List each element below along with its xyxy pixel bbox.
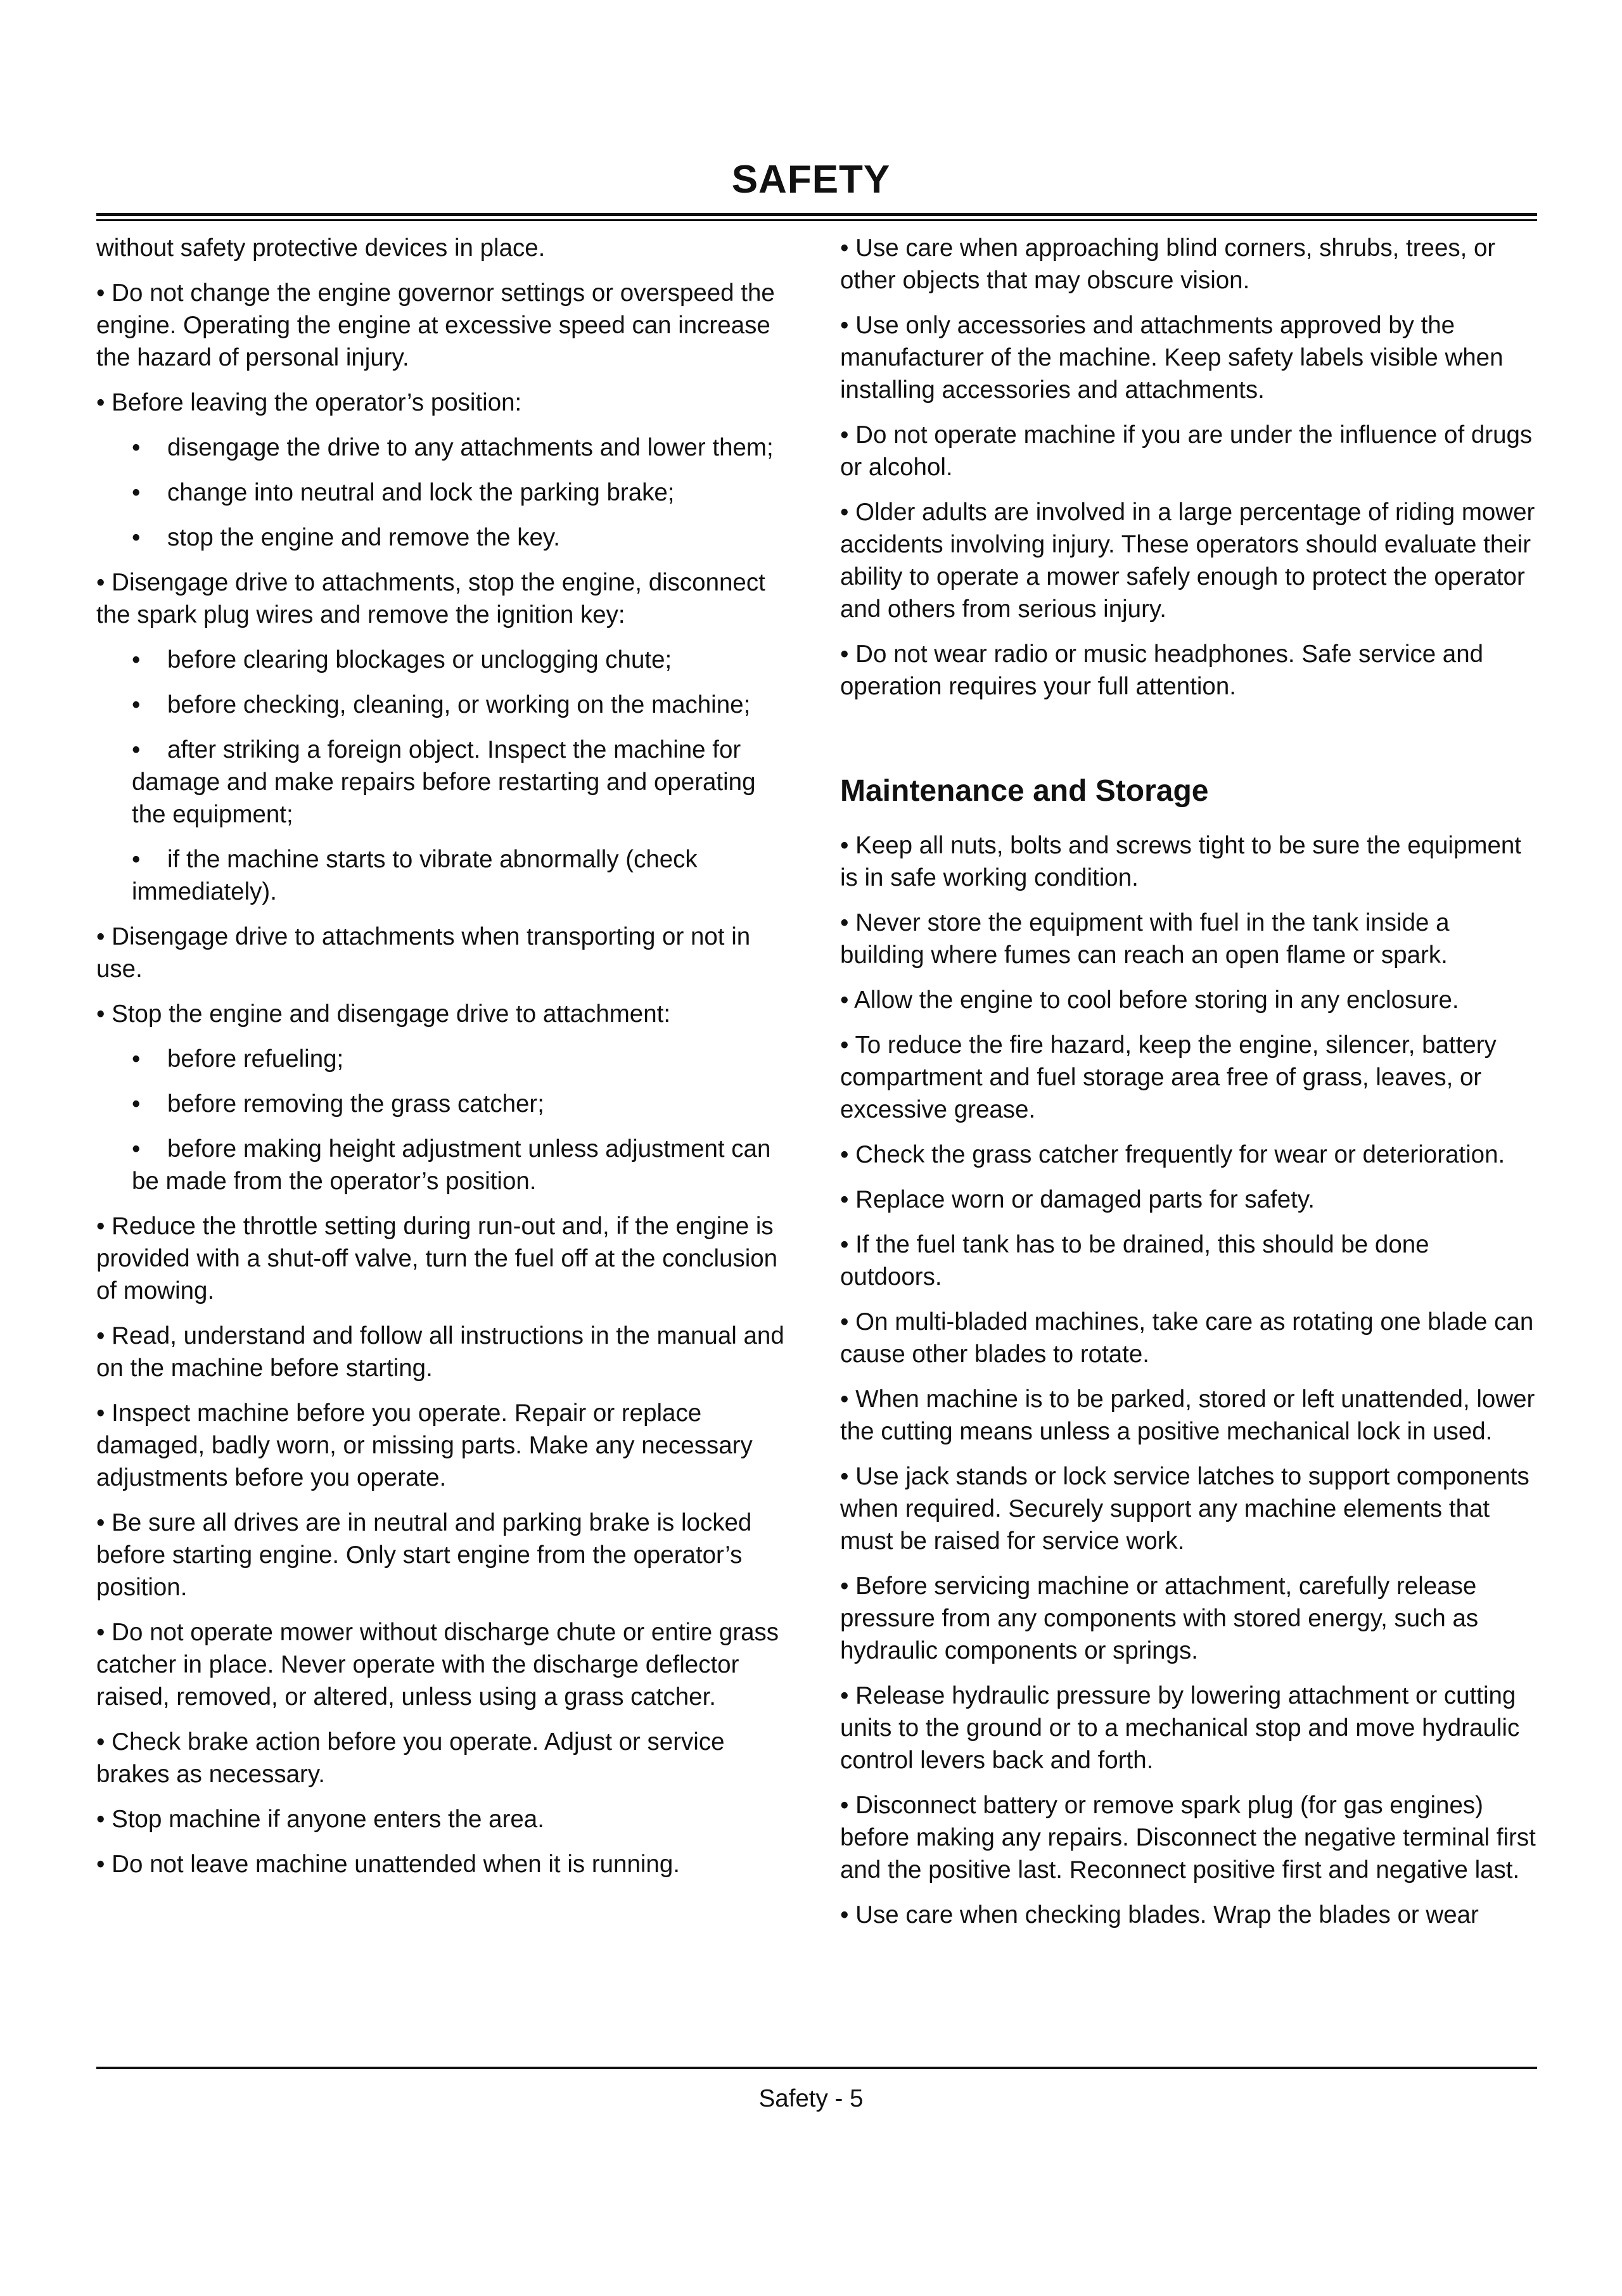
sub-bullet-item bbox=[96, 644, 793, 676]
bullet-icon: • bbox=[132, 1135, 141, 1163]
footer-rule bbox=[96, 2067, 1537, 2069]
sub-bullet-text: if the machine starts to vibrate abnormally (check immediately). bbox=[132, 846, 698, 905]
sub-bullet-text: after striking a foreign object. Inspect the machine for damage and make repairs before restarting and operating the equipment; bbox=[132, 736, 756, 828]
sub-bullet-text: stop the engine and remove the key. bbox=[167, 524, 560, 551]
bullet-icon: • bbox=[132, 1090, 141, 1118]
bullet-paragraph: • Use care when checking blades. Wrap the blades or wear bbox=[840, 1901, 1479, 1929]
bullet-paragraph: • Stop the engine and disengage drive to attachment: bbox=[96, 1000, 671, 1028]
bullet-icon: • bbox=[132, 524, 141, 551]
bullet-paragraph: • Read, understand and follow all instructions in the manual and on the machine before starting. bbox=[96, 1322, 784, 1382]
bullet-paragraph: • Do not wear radio or music headphones. Safe service and operation requires your full attention. bbox=[840, 641, 1484, 700]
bullet-paragraph: • Use jack stands or lock service latches to support components when required. Securely support any machine elements that must be raised for service work. bbox=[840, 1463, 1529, 1555]
bullet-paragraph: • Inspect machine before you operate. Repair or replace damaged, badly worn, or missing parts. Make any necessary adjustments before you operate. bbox=[96, 1400, 753, 1491]
page-number: Safety - 5 bbox=[758, 2085, 864, 2112]
bullet-icon: • bbox=[132, 1045, 141, 1073]
bullet-icon: • bbox=[132, 434, 141, 461]
sub-bullet-text: before making height adjustment unless adjustment can be made from the operator’s position. bbox=[132, 1135, 771, 1195]
bullet-paragraph: • Never store the equipment with fuel in the tank inside a building where fumes can reach an open flame or spark. bbox=[840, 909, 1450, 969]
bullet-paragraph: • Older adults are involved in a large percentage of riding mower accidents involving injury. These operators should evaluate their ability to operate a mower safely enough to protect the operator and others from serious injury. bbox=[840, 499, 1535, 623]
bullet-paragraph: • Disengage drive to attachments, stop the engine, disconnect the spark plug wires and remove the ignition key: bbox=[96, 569, 765, 628]
bullet-paragraph: • Do not operate mower without discharge chute or entire grass catcher in place. Never operate with the discharge deflector raised, removed, or altered, unless using a grass catcher. bbox=[96, 1619, 779, 1711]
header-rule-thin bbox=[96, 219, 1537, 221]
bullet-paragraph: • Use only accessories and attachments approved by the manufacturer of the machine. Keep safety labels visible when installing accessories and attachments. bbox=[840, 312, 1504, 404]
bullet-paragraph: • Reduce the throttle setting during run-out and, if the engine is provided with a shut-off valve, turn the fuel off at the conclusion of mowing. bbox=[96, 1213, 778, 1304]
bullet-icon: • bbox=[132, 736, 141, 763]
sub-bullet-item bbox=[96, 689, 793, 721]
bullet-paragraph: • Before servicing machine or attachment, carefully release pressure from any components with stored energy, such as hydraulic components or springs. bbox=[840, 1572, 1479, 1664]
page-title: SAFETY bbox=[731, 158, 891, 201]
sub-bullet-item bbox=[96, 1043, 793, 1075]
header-rule-thick bbox=[96, 213, 1537, 216]
sub-bullet-item bbox=[96, 521, 793, 554]
bullet-paragraph: • Check the grass catcher frequently for wear or deterioration. bbox=[840, 1141, 1505, 1168]
bullet-paragraph: • Do not leave machine unattended when it is running. bbox=[96, 1851, 680, 1878]
bullet-paragraph: • When machine is to be parked, stored or left unattended, lower the cutting means unless a positive mechanical lock in used. bbox=[840, 1386, 1535, 1445]
bullet-paragraph: • Disengage drive to attachments when transporting or not in use. bbox=[96, 923, 751, 983]
sub-bullet-text: before clearing blockages or unclogging chute; bbox=[167, 646, 672, 673]
bullet-paragraph: • Keep all nuts, bolts and screws tight to be sure the equipment is in safe working condition. bbox=[840, 832, 1521, 891]
bullet-paragraph: • Do not operate machine if you are under the influence of drugs or alcohol. bbox=[840, 421, 1533, 481]
bullet-paragraph: • On multi-bladed machines, take care as rotating one blade can cause other blades to rotate. bbox=[840, 1308, 1534, 1368]
bullet-paragraph: • Allow the engine to cool before storing in any enclosure. bbox=[840, 986, 1459, 1014]
bullet-icon: • bbox=[132, 846, 141, 873]
sub-bullet-item bbox=[96, 843, 793, 908]
sub-bullet-text: before checking, cleaning, or working on the machine; bbox=[167, 691, 751, 718]
sub-bullet-item bbox=[96, 1088, 793, 1120]
right-column bbox=[840, 232, 1537, 1944]
bullet-icon: • bbox=[132, 479, 141, 506]
bullet-paragraph: • Disconnect battery or remove spark plug (for gas engines) before making any repairs. Disconnect the negative terminal first and the positive last. Reconnect positive first and negative last. bbox=[840, 1792, 1536, 1884]
bullet-paragraph: • If the fuel tank has to be drained, this should be done outdoors. bbox=[840, 1231, 1429, 1291]
sub-bullet-item bbox=[96, 734, 793, 831]
bullet-paragraph: • Check brake action before you operate. Adjust or service brakes as necessary. bbox=[96, 1728, 725, 1788]
sub-bullet-text: before refueling; bbox=[167, 1045, 344, 1073]
sub-bullet-item bbox=[96, 476, 793, 509]
bullet-paragraph: • Stop machine if anyone enters the area. bbox=[96, 1806, 544, 1833]
bullet-paragraph: • Use care when approaching blind corners, shrubs, trees, or other objects that may obscure vision. bbox=[840, 234, 1496, 294]
bullet-paragraph: • Before leaving the operator’s position: bbox=[96, 389, 522, 416]
sub-bullet-item bbox=[96, 1133, 793, 1197]
bullet-icon: • bbox=[132, 646, 141, 673]
bullet-paragraph: • Replace worn or damaged parts for safety. bbox=[840, 1186, 1315, 1213]
left-column bbox=[96, 232, 793, 1893]
bullet-paragraph: • Be sure all drives are in neutral and parking brake is locked before starting engine. Only start engine from the operator’s position. bbox=[96, 1509, 752, 1601]
sub-bullet-item bbox=[96, 431, 793, 464]
sub-bullet-text: disengage the drive to any attachments and lower them; bbox=[167, 434, 774, 461]
sub-bullet-text: before removing the grass catcher; bbox=[167, 1090, 544, 1118]
sub-bullet-text: change into neutral and lock the parking brake; bbox=[167, 479, 675, 506]
bullet-paragraph: without safety protective devices in place. bbox=[96, 234, 546, 262]
bullet-paragraph: • Release hydraulic pressure by lowering attachment or cutting units to the ground or to a mechanical stop and move hydraulic control levers back and forth. bbox=[840, 1682, 1520, 1774]
bullet-icon: • bbox=[132, 691, 141, 718]
section-heading: Maintenance and Storage bbox=[840, 774, 1209, 808]
bullet-paragraph: • Do not change the engine governor settings or overspeed the engine. Operating the engine at excessive speed can increase the hazard of personal injury. bbox=[96, 279, 775, 371]
bullet-paragraph: • To reduce the fire hazard, keep the engine, silencer, battery compartment and fuel storage area free of grass, leaves, or excessive grease. bbox=[840, 1031, 1497, 1123]
